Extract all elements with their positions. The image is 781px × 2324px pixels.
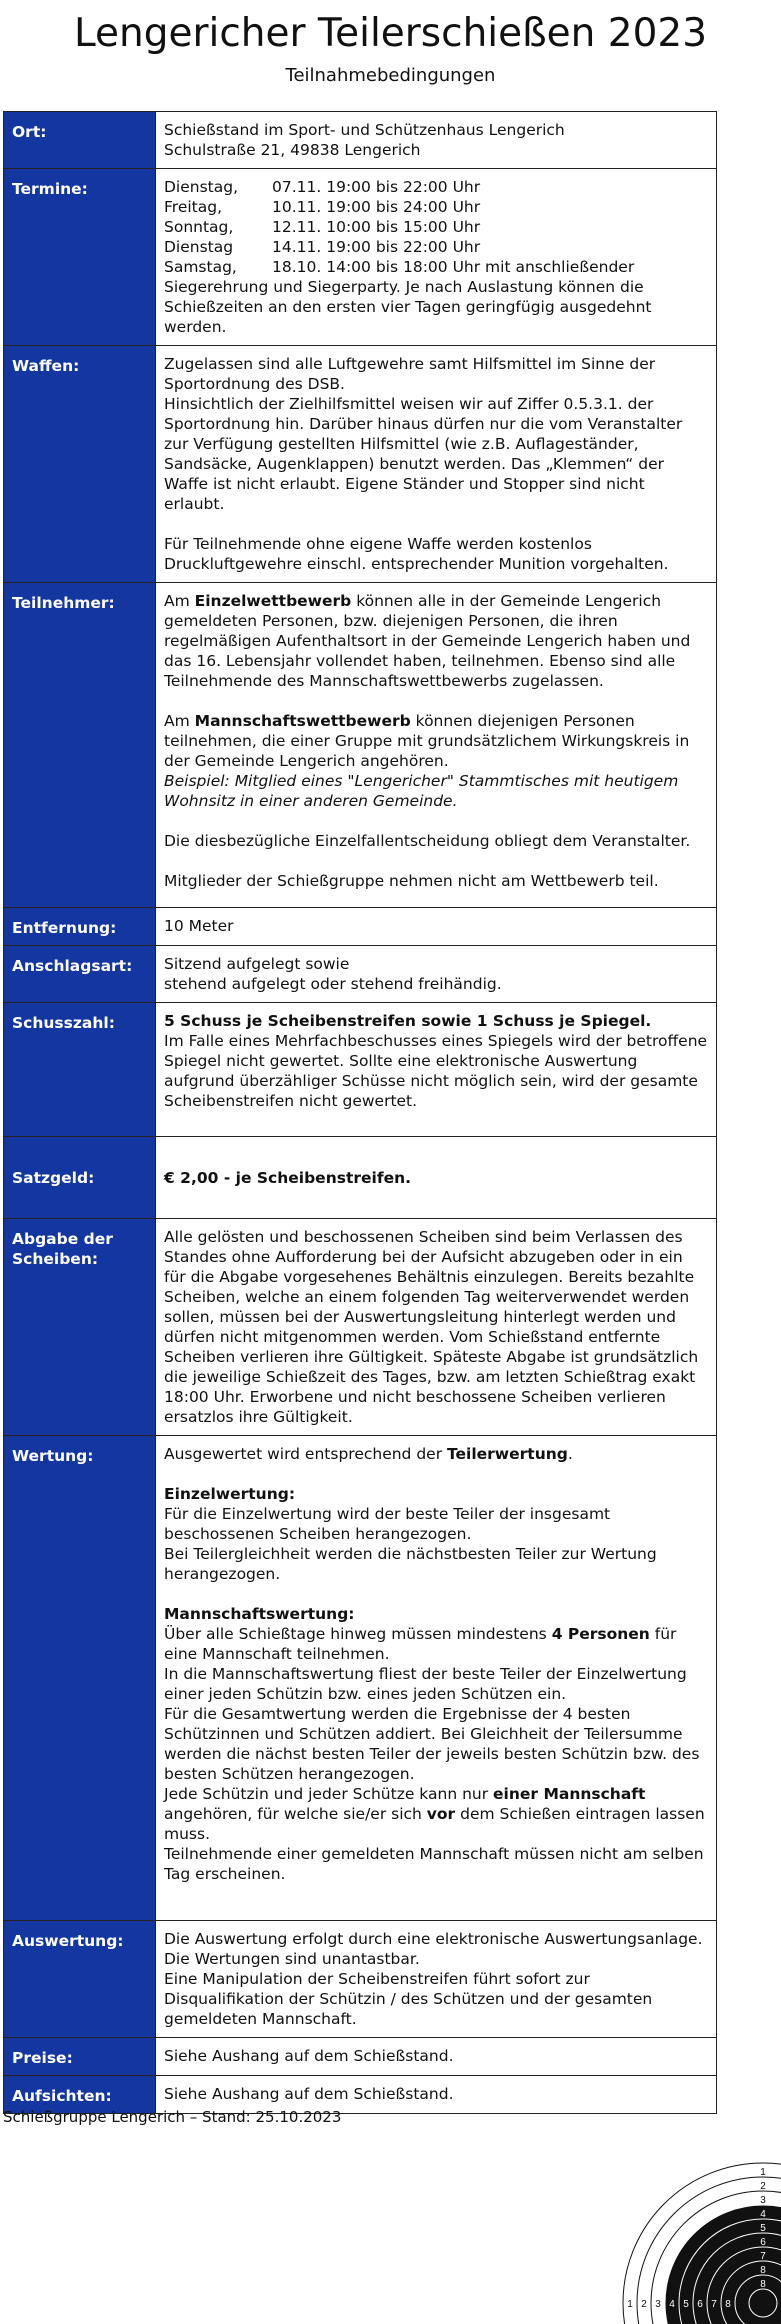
- target-ring-label: 3: [760, 2195, 766, 2206]
- target-svg: [540, 2085, 781, 2324]
- emphasis: einer Mannschaft: [493, 1785, 646, 1803]
- ort-line: Schulstraße 21, 49838 Lengerich: [164, 141, 421, 159]
- text: für eine Mannschaft teilnehmen.: [164, 1625, 677, 1663]
- value-termine: [156, 169, 717, 346]
- target-ring-label: 6: [760, 2237, 766, 2248]
- teilnehmer-mannschaft: [164, 711, 708, 771]
- anschlagsart-line: Sitzend aufgelegt sowie: [164, 955, 350, 973]
- emphasis: Mannschaftswettbewerb: [194, 712, 411, 730]
- value-wertung: [156, 1436, 717, 1921]
- schedule-time: 12.11. 10:00 bis 15:00 Uhr: [272, 218, 481, 236]
- text: .: [567, 1445, 573, 1463]
- value-satzgeld: € 2,00 - je Scheibenstreifen.: [156, 1137, 717, 1219]
- schedule-time: 07.11. 19:00 bis 22:00 Uhr: [272, 178, 481, 196]
- target-ring-label: 1: [760, 2167, 766, 2178]
- target-ring-label: 5: [683, 2299, 689, 2310]
- label-preise: Preise:: [4, 2038, 156, 2076]
- label-schusszahl: Schusszahl:: [4, 1003, 156, 1137]
- value-abgabe: Alle gelösten und beschossenen Scheiben sind beim Verlassen des Standes ohne Aufforderung bei der Aufsicht abzugeben oder in ein für die Abgabe vorgesehenes Behältnis einzulegen. Bereits bezahlte Scheiben, welche an einem folgenden Tag weiterverwendet werden sollen, müssen bei der Auswertungsleitung hinterlegt werden und dürfen nicht mitgenommen werden. Vom Schießstand entfernte Scheiben verlieren ihre Gültigkeit. Späteste Abgabe ist grundsätzlich die jeweilige Schießzeit des Tages, bzw. am letzten Schießtrag exakt 18:00 Uhr. Erworbene und nicht beschossene Scheiben verlieren ersatzlos ihre Gültigkeit.: [156, 1219, 717, 1436]
- label-aufsichten: Aufsichten:: [4, 2076, 156, 2114]
- teilnehmer-paragraph: Die diesbezügliche Einzelfallentscheidung obliegt dem Veranstalter.: [164, 832, 691, 850]
- conditions-table: [3, 111, 717, 2114]
- target-ring-label: 4: [760, 2209, 766, 2220]
- label-termine: Termine:: [4, 169, 156, 346]
- schedule-time: 14.11. 19:00 bis 22:00 Uhr: [272, 238, 481, 256]
- row-waffen: [4, 346, 717, 583]
- value-auswertung: [156, 1921, 717, 2038]
- target-ring-label: 6: [697, 2299, 703, 2310]
- row-auswertung: [4, 1921, 717, 2038]
- value-preise: Siehe Aushang auf dem Schießstand.: [156, 2038, 717, 2076]
- teilnehmer-example: Beispiel: Mitglied eines "Lengericher" Stammtisches mit heutigem Wohnsitz in einer anderen Gemeinde.: [164, 772, 679, 810]
- wertung-intro: [164, 1444, 708, 1464]
- waffen-paragraph: Für Teilnehmende ohne eigene Waffe werden kostenlos Druckluftgewehre einschl. entsprechender Munition vorgehalten.: [164, 535, 669, 573]
- value-ort: [156, 112, 717, 169]
- row-anschlagsart: [4, 946, 717, 1003]
- label-anschlagsart: Anschlagsart:: [4, 946, 156, 1003]
- text: Ausgewertet wird entsprechend der: [164, 1445, 447, 1463]
- emphasis: Einzelwettbewerb: [194, 592, 352, 610]
- waffen-paragraph: Hinsichtlich der Zielhilfsmittel weisen wir auf Ziffer 0.5.3.1. der Sportordnung hin. Darüber hinaus dürfen nur die vom Veranstalter zur Verfügung gestellten Hilfsmittel (wie z.B. Auflageständer, Sandsäcke, Augenklappen) benutzt werden. Das „Klemmen“ der Waffe ist nicht erlaubt. Eigene Ständer und Stopper sind nicht erlaubt.: [164, 395, 683, 513]
- label-wertung: Wertung:: [4, 1436, 156, 1921]
- label-satzgeld: Satzgeld:: [4, 1137, 156, 1219]
- waffen-paragraph: Zugelassen sind alle Luftgewehre samt Hilfsmittel im Sinne der Sportordnung des DSB.: [164, 355, 656, 393]
- text: können alle in der Gemeinde Lengerich gemeldeten Personen, bzw. diejenigen Personen, die ihren regelmäßigen Aufenthaltsort in der Gemeinde Lengerich haben und das 16. Lebensjahr vollendet haben, teilnehmen. Ebenso sind alle Teilnehmende des Mannschaftswettbewerbs zugelassen.: [164, 592, 691, 690]
- text: können diejenigen Personen teilnehmen, die einer Gruppe mit grundsätzlichem Wirkungskreis in der Gemeinde Lengerich angehören.: [164, 712, 690, 770]
- teilnehmer-paragraph: Mitglieder der Schießgruppe nehmen nicht am Wettbewerb teil.: [164, 872, 659, 890]
- target-ring-label: 1: [627, 2299, 633, 2310]
- label-teilnehmer: Teilnehmer:: [4, 583, 156, 908]
- text: Am: [164, 592, 195, 610]
- target-ring-label: 7: [711, 2299, 717, 2310]
- anschlagsart-line: stehend aufgelegt oder stehend freihändig.: [164, 975, 502, 993]
- target-ring-label: 2: [641, 2299, 647, 2310]
- label-ort: Ort:: [4, 112, 156, 169]
- emphasis: Teilerwertung: [447, 1445, 568, 1463]
- value-anschlagsart: [156, 946, 717, 1003]
- wertung-paragraph: Für die Gesamtwertung werden die Ergebnisse der 4 besten Schützinnen und Schützen addiert. Bei Gleichheit der Teilersumme werden die nächst besten Teiler der jeweils besten Schützin bzw. des besten Schützen herangezogen.: [164, 1705, 700, 1783]
- page-title: Lengericher Teilerschießen 2023: [73, 11, 708, 56]
- schedule-time: 18.10. 14:00 bis 18:00 Uhr mit anschließender: [272, 258, 635, 276]
- schedule-day: Freitag,: [164, 198, 223, 216]
- wertung-paragraph: Für die Einzelwertung wird der beste Teiler der insgesamt beschossenen Scheiben herangezogen.: [164, 1505, 611, 1543]
- row-teilnehmer: [4, 583, 717, 908]
- schedule-day: Dienstag,: [164, 178, 239, 196]
- wertung-paragraph: In die Mannschaftswertung fliest der beste Teiler der Einzelwertung einer jeden Schützin bzw. eines jeden Schützen ein.: [164, 1665, 687, 1703]
- target-ring-label: 8: [760, 2279, 766, 2290]
- value-waffen: [156, 346, 717, 583]
- schedule-list: [164, 177, 708, 277]
- value-aufsichten: Siehe Aushang auf dem Schießstand.: [156, 2076, 717, 2114]
- text: Über alle Schießtage hinweg müssen mindestens: [164, 1625, 552, 1643]
- schedule-day: Samstag,: [164, 258, 237, 276]
- target-ring-label: 7: [760, 2251, 766, 2262]
- target-ring: [749, 2289, 777, 2317]
- shooting-target-graphic: [540, 2085, 781, 2324]
- row-schusszahl: [4, 1003, 717, 1137]
- row-preise: [4, 2038, 717, 2076]
- text: dem Schießen eintragen lassen muss.: [164, 1805, 705, 1843]
- target-ring-label: 8: [725, 2299, 731, 2310]
- termine-note: Siegerehrung und Siegerparty. Je nach Auslastung können die Schießzeiten an den ersten vier Tagen geringfügig ausgedehnt werden.: [164, 278, 652, 336]
- label-auswertung: Auswertung:: [4, 1921, 156, 2038]
- row-termine: [4, 169, 717, 346]
- emphasis: vor: [426, 1805, 456, 1823]
- target-ring-label: 2: [760, 2181, 766, 2192]
- label-waffen: Waffen:: [4, 346, 156, 583]
- row-ort: [4, 112, 717, 169]
- target-ring-label: 5: [760, 2223, 766, 2234]
- emphasis: 4 Personen: [551, 1625, 650, 1643]
- mannschaftswertung-heading: Mannschaftswertung:: [164, 1605, 355, 1623]
- target-ring-label: 3: [655, 2299, 661, 2310]
- auswertung-paragraph: Eine Manipulation der Scheibenstreifen führt sofort zur Disqualifikation der Schützin / des Schützen und der gesamten gemeldeten Mannschaft.: [164, 1970, 653, 2028]
- text: Am: [164, 712, 195, 730]
- value-entfernung: 10 Meter: [156, 908, 717, 946]
- row-abgabe: [4, 1219, 717, 1436]
- wertung-paragraph: [164, 1784, 708, 1844]
- label-abgabe: Abgabe der Scheiben:: [4, 1219, 156, 1436]
- label-entfernung: Entfernung:: [4, 908, 156, 946]
- schedule-day: Sonntag,: [164, 218, 234, 236]
- footer-text: Schießgruppe Lengerich – Stand: 25.10.2023: [3, 2108, 342, 2126]
- page-subtitle: Teilnahmebedingungen: [285, 65, 496, 86]
- wertung-paragraph: [164, 1624, 708, 1664]
- value-teilnehmer: [156, 583, 717, 908]
- target-ring-label: 8: [760, 2265, 766, 2276]
- row-entfernung: [4, 908, 717, 946]
- schedule-day: Dienstag: [164, 238, 234, 256]
- row-satzgeld: [4, 1137, 717, 1219]
- schusszahl-bold: 5 Schuss je Scheibenstreifen sowie 1 Schuss je Spiegel.: [164, 1012, 652, 1030]
- einzelwertung-heading: Einzelwertung:: [164, 1485, 296, 1503]
- ort-line: Schießstand im Sport- und Schützenhaus Lengerich: [164, 121, 565, 139]
- teilnehmer-einzel: [164, 591, 708, 691]
- text: angehören, für welche sie/er sich: [164, 1805, 427, 1823]
- schusszahl-text: Im Falle eines Mehrfachbeschusses eines Spiegels wird der betroffene Spiegel nicht gewertet. Sollte eine elektronische Auswertung aufgrund überzähliger Schüsse nicht möglich sein, wird der gesamte Scheibenstreifen nicht gewertet.: [164, 1032, 708, 1110]
- value-schusszahl: [156, 1003, 717, 1137]
- schedule-time: 10.11. 19:00 bis 24:00 Uhr: [272, 198, 481, 216]
- wertung-paragraph: Bei Teilergleichheit werden die nächstbesten Teiler zur Wertung herangezogen.: [164, 1545, 657, 1583]
- row-wertung: [4, 1436, 717, 1921]
- text: Jede Schützin und jeder Schütze kann nur: [164, 1785, 494, 1803]
- target-ring-label: 4: [669, 2299, 675, 2310]
- auswertung-paragraph: Die Auswertung erfolgt durch eine elektronische Auswertungsanlage. Die Wertungen sind unantastbar.: [164, 1930, 703, 1968]
- wertung-paragraph: Teilnehmende einer gemeldeten Mannschaft müssen nicht am selben Tag erscheinen.: [164, 1845, 704, 1883]
